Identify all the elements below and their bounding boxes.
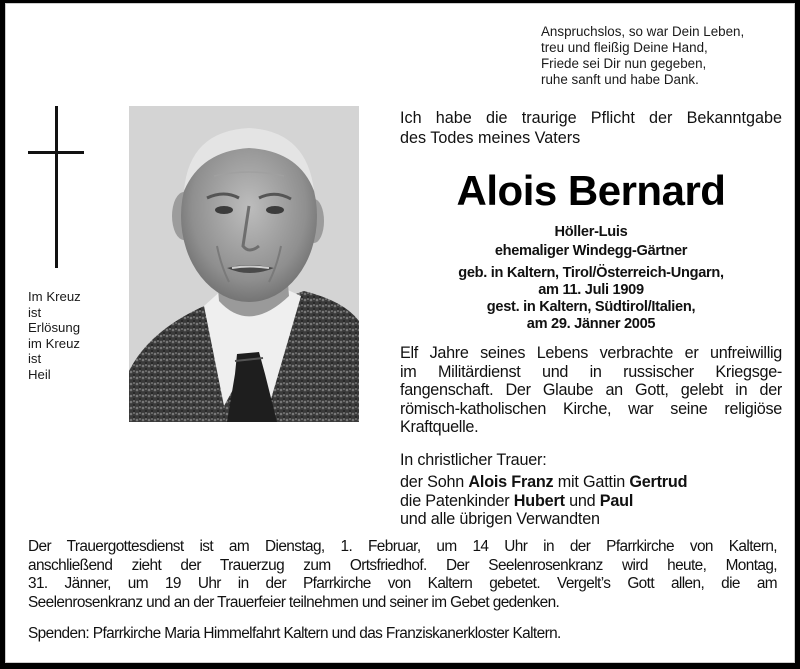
mourner-row-godchildren <box>400 492 782 511</box>
mourner-row-son <box>400 473 782 492</box>
verse-line: ruhe sanft und habe Dank. <box>541 72 699 87</box>
mourner-row-relatives: und alle übrigen Verwandten <box>400 510 600 528</box>
donations-note: Spenden: Pfarrkirche Maria Himmelfahrt Kaltern und das Franziskanerkloster Kaltern. <box>28 625 561 642</box>
bio-line: Kraftquelle. <box>400 418 479 437</box>
service-line: Seelenrosenkranz und an der Trauerfeier teilnehmen und seiner im Gebet gedenken. <box>28 593 560 611</box>
verse-line: treu und fleißig Deine Hand, <box>541 40 708 55</box>
death-date: am 29. Jänner 2005 <box>526 316 656 332</box>
deceased-details <box>400 223 782 333</box>
motto-line: Im Kreuz <box>28 289 81 304</box>
intro-text <box>400 109 782 148</box>
deceased-alias: Höller-Luis <box>554 224 628 240</box>
birth-place: geb. in Kaltern, Tirol/Österreich-Ungarn, <box>458 265 724 281</box>
service-line: Der Trauergottesdienst ist am Dienstag, 1. Februar, um 14 Uhr in der Pfarrkirche von Kaltern, <box>28 538 777 555</box>
verse <box>541 24 791 88</box>
motto <box>28 289 81 383</box>
service-paragraph <box>28 538 777 612</box>
spouse-name: Gertrud <box>629 473 688 491</box>
cross-vertical-bar <box>55 106 58 268</box>
intro-line: des Todes meines Vaters <box>400 128 581 147</box>
portrait-image <box>129 106 359 422</box>
birth-date: am 11. Juli 1909 <box>538 282 644 298</box>
motto-line: Erlösung <box>28 320 81 336</box>
motto-line: Heil <box>28 366 51 382</box>
bio-line: römisch-katholischen Kirche, war seine religiöse <box>400 399 782 418</box>
bio-line: Elf Jahre seines Lebens verbrachte er unfreiwillig <box>400 344 782 362</box>
mourner-text: der Sohn <box>400 473 469 491</box>
biography-paragraph <box>400 344 782 437</box>
service-line: 31. Jänner, um 19 Uhr in der Pfarrkirche von Kaltern gebetet. Vergelt’s Gott allen, die am <box>28 575 777 593</box>
deceased-name: Alois Bernard <box>456 167 726 214</box>
bio-line: im Militärdienst und in russischer Kriegsge- <box>400 362 782 381</box>
mourner-text: und <box>564 491 600 510</box>
motto-line: ist <box>28 351 42 367</box>
mourner-text: die Patenkinder <box>400 491 514 510</box>
death-place: gest. in Kaltern, Südtirol/Italien, <box>486 299 696 315</box>
godchild-name: Paul <box>599 491 634 510</box>
service-line: anschließend zieht der Trauerzug zum Ortsfriedhof. Der Seelenrosenkranz wird heute, Montag, <box>28 556 777 574</box>
mourners-heading: In christlicher Trauer: <box>400 451 547 469</box>
motto-line: im Kreuz <box>28 335 81 351</box>
cross-horizontal-bar <box>28 151 84 154</box>
bio-line: fangenschaft. Der Glaube an Gott, gelebt in der <box>400 381 782 400</box>
mourners-list <box>400 451 782 529</box>
motto-line: ist <box>28 304 42 320</box>
godchild-name: Hubert <box>513 491 565 510</box>
intro-line: Ich habe die traurige Pflicht der Bekanntgabe <box>400 109 782 127</box>
verse-line: Anspruchslos, so war Dein Leben, <box>541 24 745 39</box>
son-name: Alois Franz <box>468 473 554 491</box>
deceased-former-role: ehemaliger Windegg-Gärtner <box>494 243 688 259</box>
portrait-photo <box>129 106 359 422</box>
obituary-card <box>5 3 795 663</box>
verse-line: Friede sei Dir nun gegeben, <box>541 56 707 71</box>
mourner-text: mit Gattin <box>553 473 630 491</box>
